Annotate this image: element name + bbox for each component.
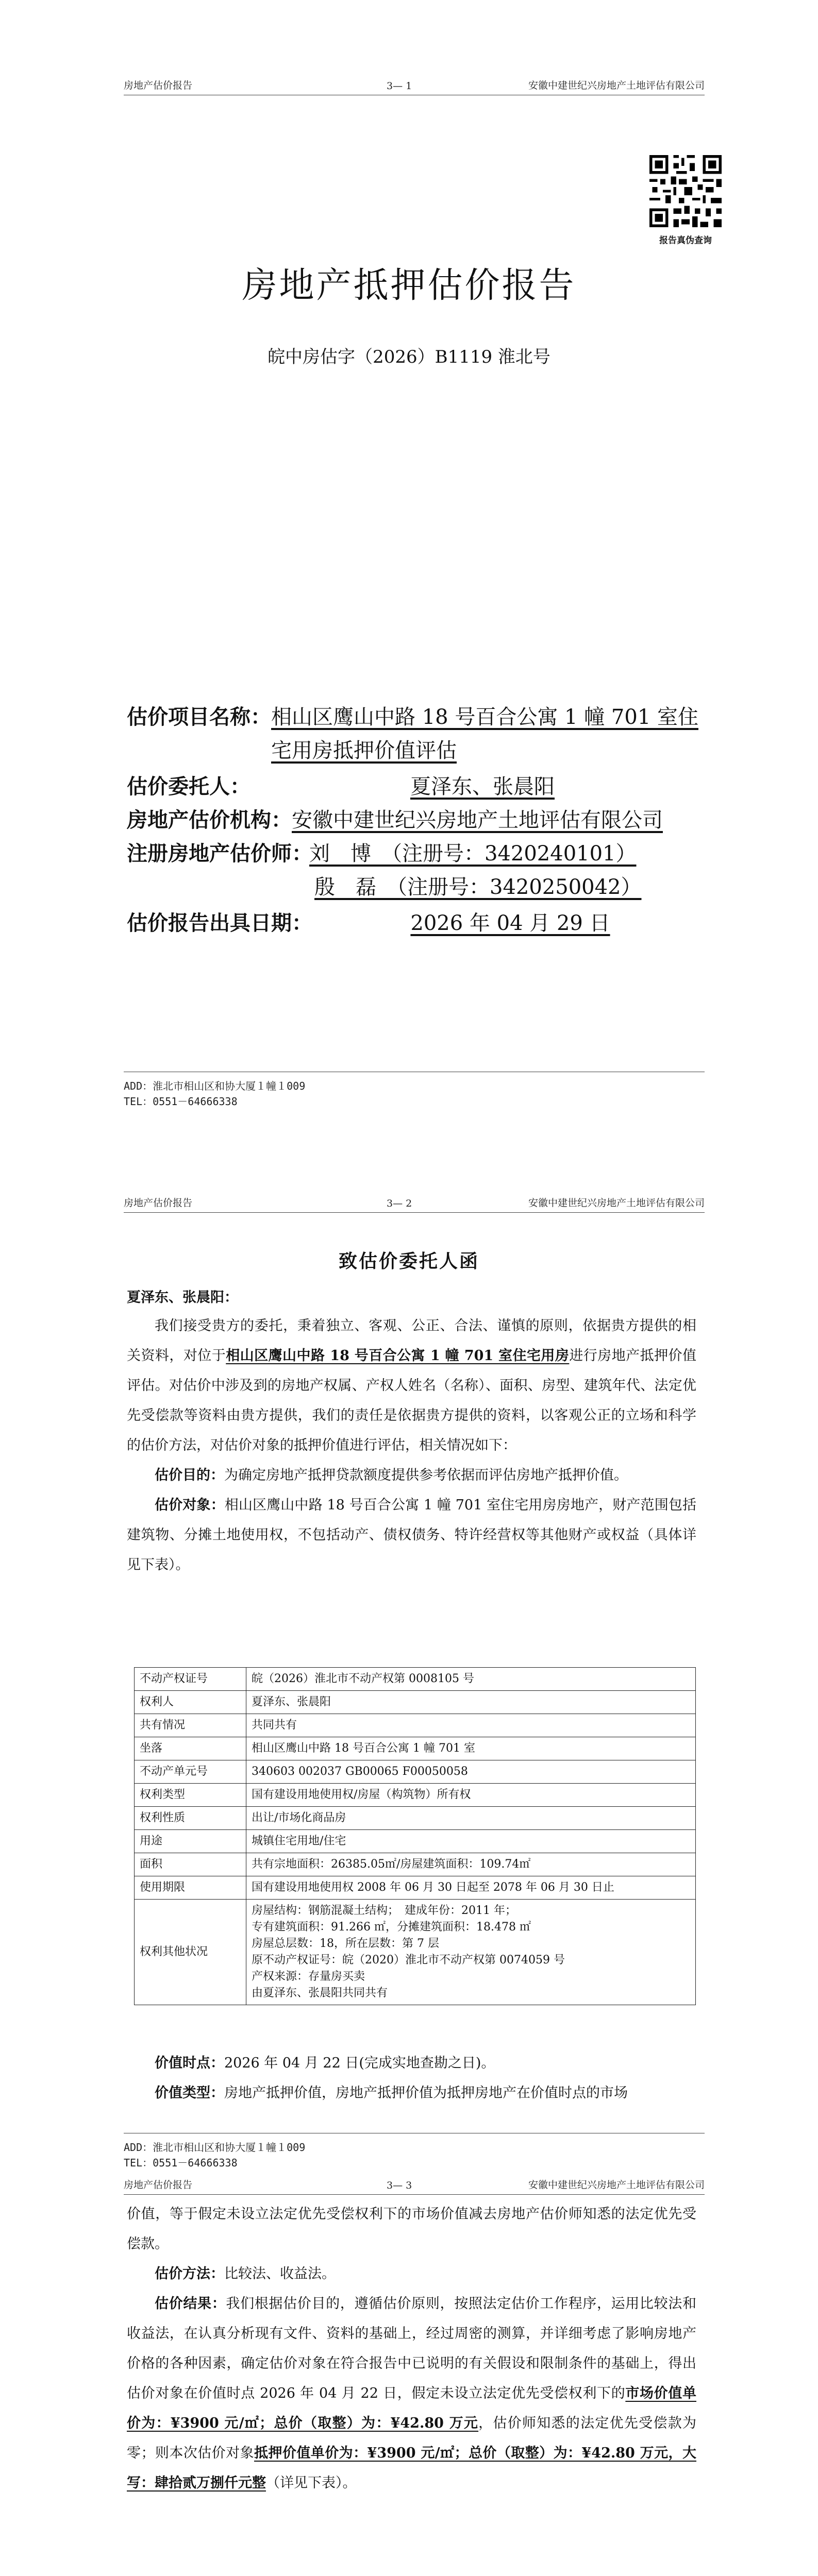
table-row <box>135 1853 696 1876</box>
header-left: 房地产估价报告 <box>124 1197 193 1209</box>
project-name-value-2: 宅用房抵押价值评估 <box>271 739 457 762</box>
value-type-label: 价值类型： <box>155 2085 224 2101</box>
result-text-a: 我们根据估价目的，遵循估价原则，按照法定估价工作程序，运用比较法和收益法，在认真分析现有文件、资料的基础上，经过周密的测算，并详细考虑了影响房地产价格的各种因素，确定估价对象在符合报告中已说明的有关假设和限制条件的基础上，得出估价对象在价值时点 2026 年 04 月 22 日，假定未设立法定优先受偿权利下的 <box>127 2296 697 2401</box>
value-type-text-1: 房地产抵押价值，房地产抵押价值为抵押房地产在价值时点的市场 <box>224 2085 628 2101</box>
method-label: 估价方法： <box>155 2266 224 2282</box>
object-text: 相山区鹰山中路 18 号百合公寓 1 幢 701 室住宅用房房地产，财产范围包括建筑物、分摊土地使用权，不包括动产、债权债务、特许经营权等其他财产或权益（具体详见下表）。 <box>127 1497 696 1573</box>
table-key: 不动产单元号 <box>135 1760 246 1784</box>
intro-address: 相山区鹰山中路 18 号百合公寓 1 幢 701 室住宅用房 <box>226 1348 570 1364</box>
project-name-label: 估价项目名称： <box>127 705 271 729</box>
report-number: 皖中房估字（2026）B1119 淮北号 <box>268 347 550 367</box>
table-key: 权利性质 <box>135 1807 246 1830</box>
result-mortgage-value: 抵押价值单价为：¥3900 元/㎡；总价（取整）为：¥42.80 万元，大写：肆拾贰万捌仟元整 <box>127 2445 697 2491</box>
other-line: 产权来源：存量房买卖 <box>252 1970 365 1983</box>
table-key: 权利类型 <box>135 1784 246 1807</box>
table-value: 共有宗地面积：26385.05㎡/房屋建筑面积：109.74㎡ <box>246 1853 696 1876</box>
client-name: 夏泽东、张晨阳 <box>410 775 555 799</box>
intro-text-a: 我们接受贵方的委托，秉着独立、客观、公正、合法、谨慎的原则，依据贵方提供的相关资料，对位于 <box>127 1318 696 1364</box>
value-type-continued: 价值，等于假定未设立法定优先受偿权利下的市场价值减去房地产估价师知悉的法定优先受偿款。 <box>127 2206 696 2252</box>
method-text: 比较法、收益法。 <box>224 2266 336 2282</box>
table-row <box>135 1737 696 1760</box>
table-row <box>135 1760 696 1784</box>
table-row <box>135 1876 696 1900</box>
org-value: 安徽中建世纪兴房地产土地评估有限公司 <box>292 808 663 832</box>
letter-intro <box>127 1311 696 1461</box>
date-text: 2026 年 04 月 29 日 <box>410 911 610 935</box>
qr-code-icon[interactable] <box>647 152 724 230</box>
table-key: 共有情况 <box>135 1714 246 1737</box>
table-value: 340603 002037 GB00065 F00050058 <box>246 1760 696 1784</box>
table-key: 坐落 <box>135 1737 246 1760</box>
footer-address: ADD：淮北市相山区和协大厦１幢１009 <box>124 1080 306 1092</box>
header-right: 安徽中建世纪兴房地产土地评估有限公司 <box>528 80 705 91</box>
table-key: 面积 <box>135 1853 246 1876</box>
header-left: 房地产估价报告 <box>124 80 193 91</box>
table-value: 城镇住宅用地/住宅 <box>246 1830 696 1853</box>
page-cover <box>0 0 818 1157</box>
date-value <box>320 907 701 936</box>
value-date-paragraph <box>127 2048 696 2078</box>
report-title: 房地产抵押估价报告 <box>242 265 576 306</box>
table-row <box>135 1784 696 1807</box>
header-right: 安徽中建世纪兴房地产土地评估有限公司 <box>528 2179 705 2191</box>
footer-address: ADD：淮北市相山区和协大厦１幢１009 <box>124 2141 306 2154</box>
header-page: 3— 1 <box>387 80 412 92</box>
other-line: 原不动产权证号：皖（2020）淮北市不动产权第 0074059 号 <box>252 1954 565 1967</box>
result-label: 估价结果： <box>155 2296 226 2312</box>
page-header <box>124 2177 705 2195</box>
header-left: 房地产估价报告 <box>124 2179 193 2191</box>
value-date-label: 价值时点： <box>155 2055 224 2071</box>
result-paragraph <box>127 2289 696 2498</box>
project-name-value: 相山区鹰山中路 18 号百合公寓 1 幢 701 室住 <box>271 705 698 729</box>
table-key: 权利其他状况 <box>135 1900 246 2005</box>
result-text-c: ，估价师知悉的法定优先受偿款为零；则本次估价对象 <box>127 2415 697 2461</box>
page-footer <box>124 2133 705 2171</box>
table-row <box>135 1714 696 1737</box>
appraiser-2: 殷 磊 （注册号：3420250042） <box>314 875 642 899</box>
page-header <box>124 77 705 95</box>
org-label: 房地产估价机构： <box>127 808 292 832</box>
table-value: 皖（2026）淮北市不动产权第 0008105 号 <box>246 1668 696 1691</box>
header-right: 安徽中建世纪兴房地产土地评估有限公司 <box>528 1197 705 1209</box>
letter-salutation: 夏泽东、张晨阳： <box>127 1290 238 1306</box>
qr-caption: 报告真伪查询 <box>659 235 712 246</box>
table-value: 出让/市场化商品房 <box>246 1807 696 1830</box>
page-footer <box>124 1072 705 1109</box>
object-label: 估价对象： <box>155 1497 225 1513</box>
table-key: 使用期限 <box>135 1876 246 1900</box>
appraiser-label: 注册房地产估价师： <box>127 841 312 866</box>
appraiser-1: 刘 博 （注册号：3420240101） <box>309 842 637 866</box>
client-label: 估价委托人： <box>127 774 251 799</box>
other-line: 由夏泽东、张晨阳共同共有 <box>252 1987 388 1999</box>
table-row <box>135 1900 696 2005</box>
footer-tel: TEL：0551－64666338 <box>124 1095 238 1108</box>
intro-text-b: 进行房地产抵押价值评估。对估价中涉及到的房地产权属、产权人姓名（名称）、面积、房型、建筑年代、法定优先受偿款等资料由贵方提供，我们的责任是依据贵方提供的资料，以客观公正的立场和科学的估价方法，对估价对象的抵押价值进行评估，相关情况如下： <box>127 1348 697 1453</box>
result-market-value: 市场价值单价为：¥3900 元/㎡；总价（取整）为：¥42.80 万元 <box>127 2385 696 2431</box>
table-row <box>135 1830 696 1853</box>
table-value: 共同共有 <box>246 1714 696 1737</box>
value-type-paragraph <box>127 2078 696 2108</box>
table-key: 用途 <box>135 1830 246 1853</box>
object-paragraph <box>127 1490 696 1580</box>
header-page: 3— 3 <box>387 2180 412 2191</box>
date-label: 估价报告出具日期： <box>127 911 312 935</box>
table-row <box>135 1668 696 1691</box>
table-key: 权利人 <box>135 1691 246 1714</box>
table-row <box>135 1691 696 1714</box>
table-value: 国有建设用地使用权 2008 年 06 月 30 日起至 2078 年 06 月 30 日止 <box>246 1876 696 1900</box>
page-letter-2 <box>0 2177 818 2576</box>
purpose-label: 估价目的： <box>155 1467 224 1483</box>
table-value: 国有建设用地使用权/房屋（构筑物）所有权 <box>246 1784 696 1807</box>
value-date-text: 2026 年 04 月 22 日(完成实地查勘之日)。 <box>224 2055 495 2071</box>
header-page: 3— 2 <box>387 1198 412 1209</box>
footer-tel: TEL：0551－64666338 <box>124 2157 238 2169</box>
table-value-other <box>246 1900 696 2005</box>
property-info-table <box>134 1667 696 2005</box>
page-header <box>124 1195 705 1213</box>
other-line: 专有建筑面积：91.266 ㎡，分摊建筑面积：18.478 ㎡ <box>252 1921 531 1934</box>
client-value <box>271 770 694 800</box>
other-line: 房屋结构：钢筋混凝土结构； 建成年份：2011 年； <box>252 1904 516 1917</box>
other-line: 房屋总层数：18，所在层数：第 7 层 <box>252 1937 439 1950</box>
purpose-paragraph <box>127 1461 696 1490</box>
method-paragraph <box>127 2259 696 2289</box>
table-value: 相山区鹰山中路 18 号百合公寓 1 幢 701 室 <box>246 1737 696 1760</box>
result-text-e: （详见下表）。 <box>266 2475 357 2491</box>
table-row <box>135 1807 696 1830</box>
letter-title: 致估价委托人函 <box>338 1250 479 1272</box>
table-key: 不动产权证号 <box>135 1668 246 1691</box>
purpose-text: 为确定房地产抵押贷款额度提供参考依据而评估房地产抵押价值。 <box>224 1467 628 1483</box>
table-value: 夏泽东、张晨阳 <box>246 1691 696 1714</box>
